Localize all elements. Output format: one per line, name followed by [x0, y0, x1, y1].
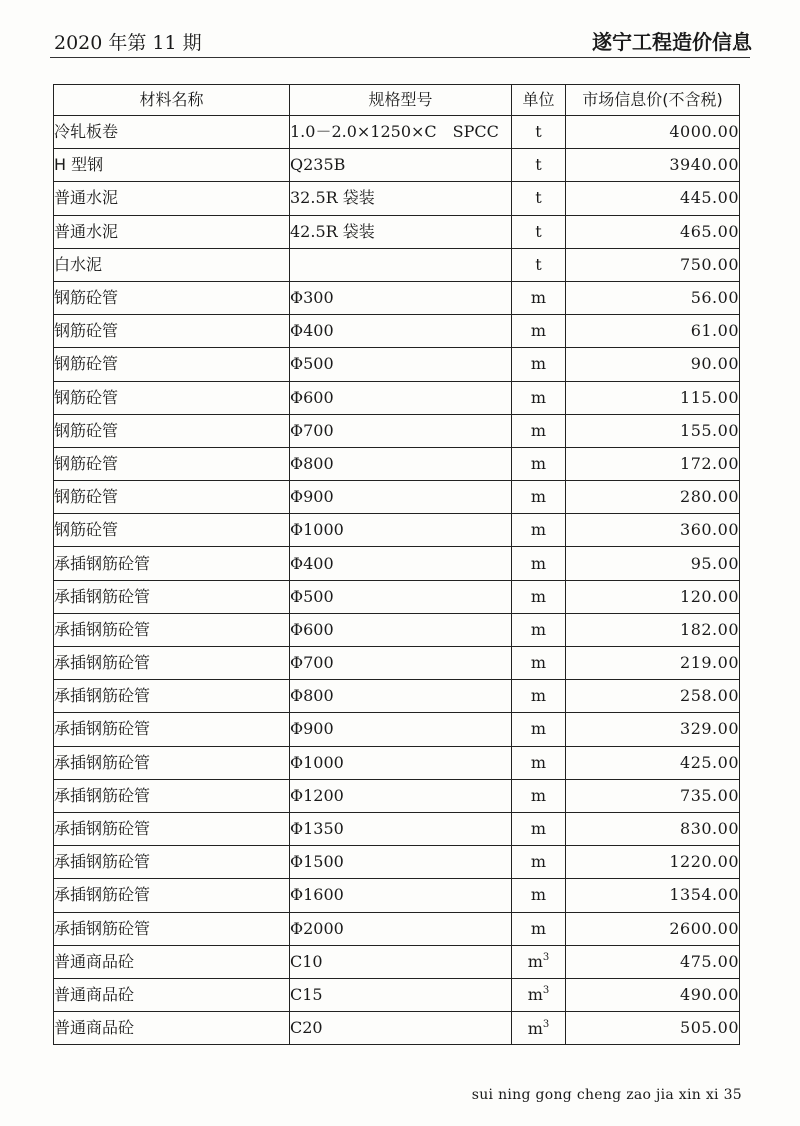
material-name-cell: 承插钢筋砼管	[54, 779, 290, 812]
unit-cell	[512, 215, 566, 248]
spec-cell: Φ1000	[290, 514, 512, 547]
price-cell: 490.00	[566, 978, 740, 1011]
material-name-cell: 承插钢筋砼管	[54, 547, 290, 580]
unit-text: t	[535, 188, 542, 208]
material-name-cell: 承插钢筋砼管	[54, 613, 290, 646]
price-cell: 425.00	[566, 746, 740, 779]
material-name-cell: 钢筋砼管	[54, 414, 290, 447]
spec-cell: Φ800	[290, 447, 512, 480]
material-name-cell: 冷轧板卷	[54, 116, 290, 149]
unit-text: m	[530, 487, 547, 507]
unit-text: m	[530, 354, 547, 374]
table-row	[54, 779, 740, 812]
unit-cell	[512, 713, 566, 746]
spec-cell: 1.0－2.0×1250×C SPCC	[290, 116, 512, 149]
material-name-cell: 承插钢筋砼管	[54, 680, 290, 713]
spec-cell: Φ2000	[290, 912, 512, 945]
spec-cell: Φ700	[290, 414, 512, 447]
material-name-cell: 普通商品砼	[54, 945, 290, 978]
price-cell: 258.00	[566, 680, 740, 713]
table-row	[54, 1012, 740, 1045]
material-name-cell: H 型钢	[54, 149, 290, 182]
spec-cell: Φ900	[290, 713, 512, 746]
table-row	[54, 381, 740, 414]
table-row	[54, 248, 740, 281]
material-name-cell: 承插钢筋砼管	[54, 879, 290, 912]
price-cell: 4000.00	[566, 116, 740, 149]
table-row	[54, 116, 740, 149]
unit-text: m	[530, 719, 547, 739]
price-cell: 1354.00	[566, 879, 740, 912]
price-cell: 830.00	[566, 812, 740, 845]
spec-cell: C15	[290, 978, 512, 1011]
spec-cell: Φ600	[290, 613, 512, 646]
price-cell: 219.00	[566, 647, 740, 680]
price-cell: 3940.00	[566, 149, 740, 182]
unit-text: m	[530, 918, 547, 938]
unit-cell	[512, 613, 566, 646]
price-cell: 360.00	[566, 514, 740, 547]
table-row	[54, 945, 740, 978]
unit-text: t	[535, 122, 542, 142]
spec-cell: Φ400	[290, 315, 512, 348]
table-row	[54, 414, 740, 447]
spec-cell: Φ400	[290, 547, 512, 580]
unit-exponent: 3	[542, 952, 550, 964]
unit-cell	[512, 846, 566, 879]
material-name-cell: 钢筋砼管	[54, 514, 290, 547]
page-header	[40, 26, 752, 56]
spec-cell: 32.5R 袋装	[290, 182, 512, 215]
spec-cell: Φ700	[290, 647, 512, 680]
material-name-cell: 普通水泥	[54, 182, 290, 215]
table-row	[54, 680, 740, 713]
column-header-spec: 规格型号	[290, 85, 512, 116]
table-row	[54, 447, 740, 480]
price-cell: 505.00	[566, 1012, 740, 1045]
unit-cell	[512, 1012, 566, 1045]
unit-cell	[512, 547, 566, 580]
price-cell: 182.00	[566, 613, 740, 646]
material-name-cell: 承插钢筋砼管	[54, 713, 290, 746]
price-cell: 750.00	[566, 248, 740, 281]
unit-text: m	[530, 852, 547, 872]
unit-text: m	[530, 321, 547, 341]
unit-text: m	[530, 553, 547, 573]
column-header-price: 市场信息价(不含税)	[566, 85, 740, 116]
unit-text: m	[530, 387, 547, 407]
issue-label: 2020 年第 11 期	[54, 32, 202, 54]
price-cell: 1220.00	[566, 846, 740, 879]
spec-cell: Φ800	[290, 680, 512, 713]
unit-text: m	[530, 752, 547, 772]
price-cell: 445.00	[566, 182, 740, 215]
table-row	[54, 149, 740, 182]
material-name-cell: 钢筋砼管	[54, 447, 290, 480]
price-cell: 735.00	[566, 779, 740, 812]
unit-cell	[512, 514, 566, 547]
table-header-row	[54, 85, 740, 116]
spec-cell: Φ1350	[290, 812, 512, 845]
unit-text: t	[535, 155, 542, 175]
unit-cell	[512, 647, 566, 680]
material-name-cell: 普通水泥	[54, 215, 290, 248]
unit-text: m	[530, 520, 547, 540]
unit-cell	[512, 149, 566, 182]
price-cell: 172.00	[566, 447, 740, 480]
page-footer: sui ning gong cheng zao jia xin xi 35	[471, 1087, 742, 1103]
unit-cell	[512, 116, 566, 149]
unit-exponent: 3	[542, 1018, 550, 1030]
price-cell: 475.00	[566, 945, 740, 978]
spec-cell: Φ1200	[290, 779, 512, 812]
unit-cell	[512, 348, 566, 381]
table-row	[54, 348, 740, 381]
price-table	[53, 84, 740, 1045]
unit-cell	[512, 879, 566, 912]
price-cell: 56.00	[566, 281, 740, 314]
material-name-cell: 承插钢筋砼管	[54, 746, 290, 779]
unit-cell	[512, 248, 566, 281]
price-cell: 61.00	[566, 315, 740, 348]
table-row	[54, 215, 740, 248]
table-row	[54, 713, 740, 746]
spec-cell: Φ1000	[290, 746, 512, 779]
unit-exponent: 3	[542, 985, 550, 997]
unit-cell	[512, 447, 566, 480]
unit-cell	[512, 812, 566, 845]
spec-cell: Φ1500	[290, 846, 512, 879]
unit-text: t	[535, 221, 542, 241]
column-header-name: 材料名称	[54, 85, 290, 116]
spec-cell: Φ300	[290, 281, 512, 314]
unit-text: m	[530, 619, 547, 639]
table-row	[54, 978, 740, 1011]
unit-cell	[512, 381, 566, 414]
material-name-cell: 钢筋砼管	[54, 315, 290, 348]
table-row	[54, 846, 740, 879]
spec-cell: Φ600	[290, 381, 512, 414]
unit-cell	[512, 746, 566, 779]
price-cell: 95.00	[566, 547, 740, 580]
unit-text: t	[535, 254, 542, 274]
unit-cell	[512, 680, 566, 713]
material-name-cell: 承插钢筋砼管	[54, 912, 290, 945]
table-row	[54, 481, 740, 514]
unit-text: m	[530, 686, 547, 706]
material-name-cell: 钢筋砼管	[54, 281, 290, 314]
price-cell: 280.00	[566, 481, 740, 514]
unit-text: m	[530, 653, 547, 673]
table-row	[54, 912, 740, 945]
unit-cell	[512, 182, 566, 215]
spec-cell: Φ500	[290, 348, 512, 381]
material-name-cell: 钢筋砼管	[54, 348, 290, 381]
material-name-cell: 白水泥	[54, 248, 290, 281]
unit-text: m	[530, 819, 547, 839]
spec-cell: C20	[290, 1012, 512, 1045]
spec-cell: Φ500	[290, 580, 512, 613]
material-name-cell: 承插钢筋砼管	[54, 647, 290, 680]
spec-cell: Q235B	[290, 149, 512, 182]
table-row	[54, 879, 740, 912]
unit-cell	[512, 414, 566, 447]
publication-title: 遂宁工程造价信息	[592, 30, 752, 54]
material-name-cell: 钢筋砼管	[54, 381, 290, 414]
spec-cell: C10	[290, 945, 512, 978]
price-cell: 115.00	[566, 381, 740, 414]
unit-cell	[512, 481, 566, 514]
material-name-cell: 普通商品砼	[54, 1012, 290, 1045]
price-cell: 155.00	[566, 414, 740, 447]
header-divider	[50, 57, 750, 58]
unit-cell	[512, 315, 566, 348]
unit-cell	[512, 281, 566, 314]
unit-text: m	[527, 952, 543, 972]
material-name-cell: 承插钢筋砼管	[54, 580, 290, 613]
unit-cell	[512, 912, 566, 945]
table-row	[54, 315, 740, 348]
table-row	[54, 613, 740, 646]
material-name-cell: 承插钢筋砼管	[54, 846, 290, 879]
price-cell: 120.00	[566, 580, 740, 613]
unit-cell	[512, 580, 566, 613]
unit-text: m	[530, 885, 547, 905]
unit-cell	[512, 978, 566, 1011]
table-row	[54, 182, 740, 215]
material-name-cell: 普通商品砼	[54, 978, 290, 1011]
table-row	[54, 547, 740, 580]
unit-text: m	[530, 785, 547, 805]
unit-text: m	[530, 586, 547, 606]
table-row	[54, 580, 740, 613]
table-row	[54, 281, 740, 314]
table-row	[54, 812, 740, 845]
spec-cell	[290, 248, 512, 281]
unit-text: m	[527, 985, 543, 1005]
table-body	[54, 116, 740, 1045]
unit-text: m	[530, 453, 547, 473]
unit-cell	[512, 945, 566, 978]
unit-text: m	[530, 288, 547, 308]
column-header-unit: 单位	[512, 85, 566, 116]
price-cell: 329.00	[566, 713, 740, 746]
table-row	[54, 647, 740, 680]
unit-text: m	[527, 1018, 543, 1038]
price-cell: 2600.00	[566, 912, 740, 945]
price-cell: 90.00	[566, 348, 740, 381]
material-name-cell: 承插钢筋砼管	[54, 812, 290, 845]
material-name-cell: 钢筋砼管	[54, 481, 290, 514]
unit-text: m	[530, 420, 547, 440]
table-row	[54, 514, 740, 547]
spec-cell: Φ1600	[290, 879, 512, 912]
spec-cell: 42.5R 袋装	[290, 215, 512, 248]
unit-cell	[512, 779, 566, 812]
spec-cell: Φ900	[290, 481, 512, 514]
table-row	[54, 746, 740, 779]
price-cell: 465.00	[566, 215, 740, 248]
